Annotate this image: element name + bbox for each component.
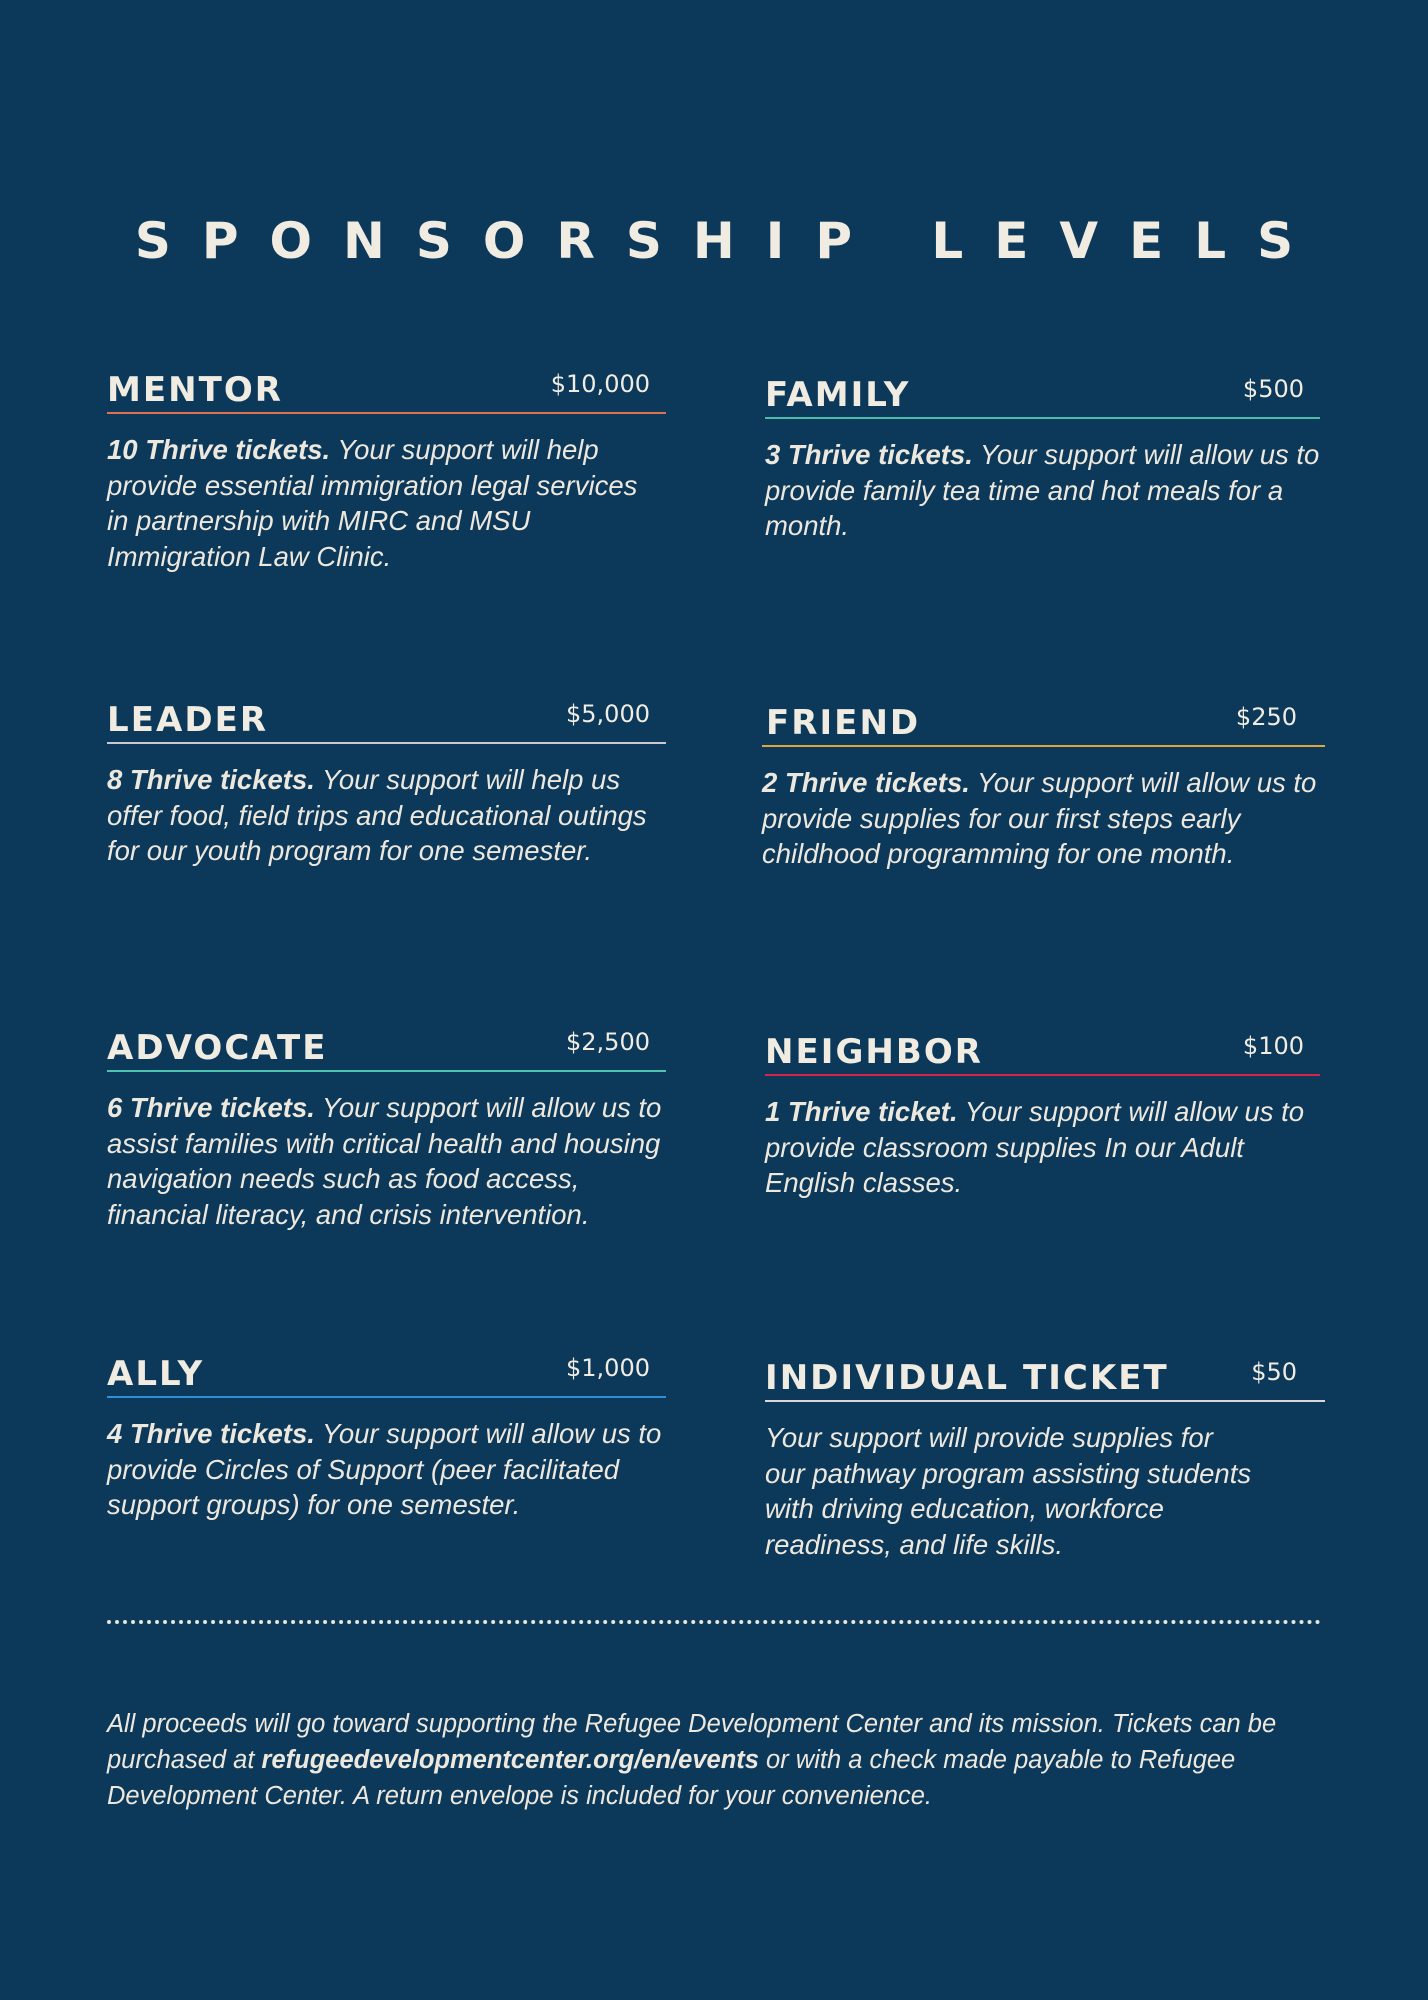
level-name: FAMILY [765, 375, 911, 415]
level-description-text: Your support will provide supplies for our pathway program assisting students with driving education, workforce readiness, and life skills. [765, 1422, 1252, 1560]
level-amount: $250 [1235, 703, 1297, 731]
level-header [765, 1350, 1325, 1402]
level-tickets: 1 Thrive ticket. [765, 1096, 958, 1127]
level-description-text: Your support will allow us to provide Circles of Support (peer facilitated support groups) for one semester. [107, 1418, 662, 1520]
level-tickets: 4 Thrive tickets. [107, 1418, 315, 1449]
level-amount: $2,500 [566, 1028, 650, 1056]
level-tickets: 3 Thrive tickets. [765, 439, 973, 470]
level-name: FRIEND [766, 703, 921, 743]
level-description [765, 437, 1320, 544]
level-description-text: Your support will help provide essential immigration legal services in partnership with MIRC and MSU Immigration Law Clinic. [107, 434, 638, 572]
level-tickets: 6 Thrive tickets. [107, 1092, 315, 1123]
footer-text: All proceeds will go toward supporting the Refugee Development Center and its mission. Tickets can be purchased at [107, 1710, 1277, 1774]
level-description [107, 762, 666, 869]
level-description [765, 1094, 1320, 1201]
events-link[interactable]: refugeedevelopmentcenter.org/en/events [261, 1746, 759, 1774]
level-tickets: 2 Thrive tickets. [762, 767, 970, 798]
level-description [107, 1090, 666, 1232]
footer-text-end: or with a check made payable to Refugee Development Center. A return envelope is included for your convenience. [107, 1746, 1236, 1810]
level-name: INDIVIDUAL TICKET [765, 1358, 1169, 1398]
level-name: LEADER [107, 700, 269, 740]
level-header [107, 362, 666, 414]
dotted-divider [107, 1620, 1321, 1624]
level-header [107, 1346, 666, 1398]
level-description-text: Your support will help us offer food, field trips and educational outings for our youth program for one semester. [107, 764, 647, 866]
level-neighbor [765, 1024, 1320, 1201]
level-description [762, 765, 1325, 872]
level-description-text: Your support will allow us to provide family tea time and hot meals for a month. [765, 439, 1320, 541]
level-description [107, 432, 666, 574]
level-amount: $500 [1242, 375, 1304, 403]
footer-note [107, 1706, 1327, 1814]
level-header [762, 695, 1325, 747]
level-name: MENTOR [107, 370, 284, 410]
level-description-text: Your support will allow us to provide supplies for our first steps early childhood programming for one month. [762, 767, 1317, 869]
level-mentor [107, 362, 666, 574]
level-friend [762, 695, 1325, 872]
level-amount: $1,000 [566, 1354, 650, 1382]
level-advocate [107, 1020, 666, 1232]
level-description [107, 1416, 666, 1523]
level-header [107, 692, 666, 744]
level-header [107, 1020, 666, 1072]
level-family [765, 367, 1320, 544]
level-leader [107, 692, 666, 869]
level-description [765, 1420, 1255, 1562]
page-title: SPONSORSHIP LEVELS [134, 212, 1325, 270]
level-name: ALLY [107, 1354, 205, 1394]
level-header [765, 1024, 1320, 1076]
level-amount: $5,000 [566, 700, 650, 728]
level-tickets: 10 Thrive tickets. [107, 434, 331, 465]
level-amount: $10,000 [550, 370, 650, 398]
level-ally [107, 1346, 666, 1523]
level-name: NEIGHBOR [765, 1032, 984, 1072]
level-amount: $100 [1242, 1032, 1304, 1060]
level-tickets: 8 Thrive tickets. [107, 764, 315, 795]
level-description-text: Your support will allow us to provide classroom supplies In our Adult English classes. [765, 1096, 1305, 1198]
level-description-text: Your support will allow us to assist families with critical health and housing navigation needs such as food access, financial literacy, and crisis intervention. [107, 1092, 662, 1230]
level-individual-ticket [765, 1350, 1325, 1562]
level-amount: $50 [1251, 1358, 1297, 1386]
level-header [765, 367, 1320, 419]
level-name: ADVOCATE [107, 1028, 328, 1068]
